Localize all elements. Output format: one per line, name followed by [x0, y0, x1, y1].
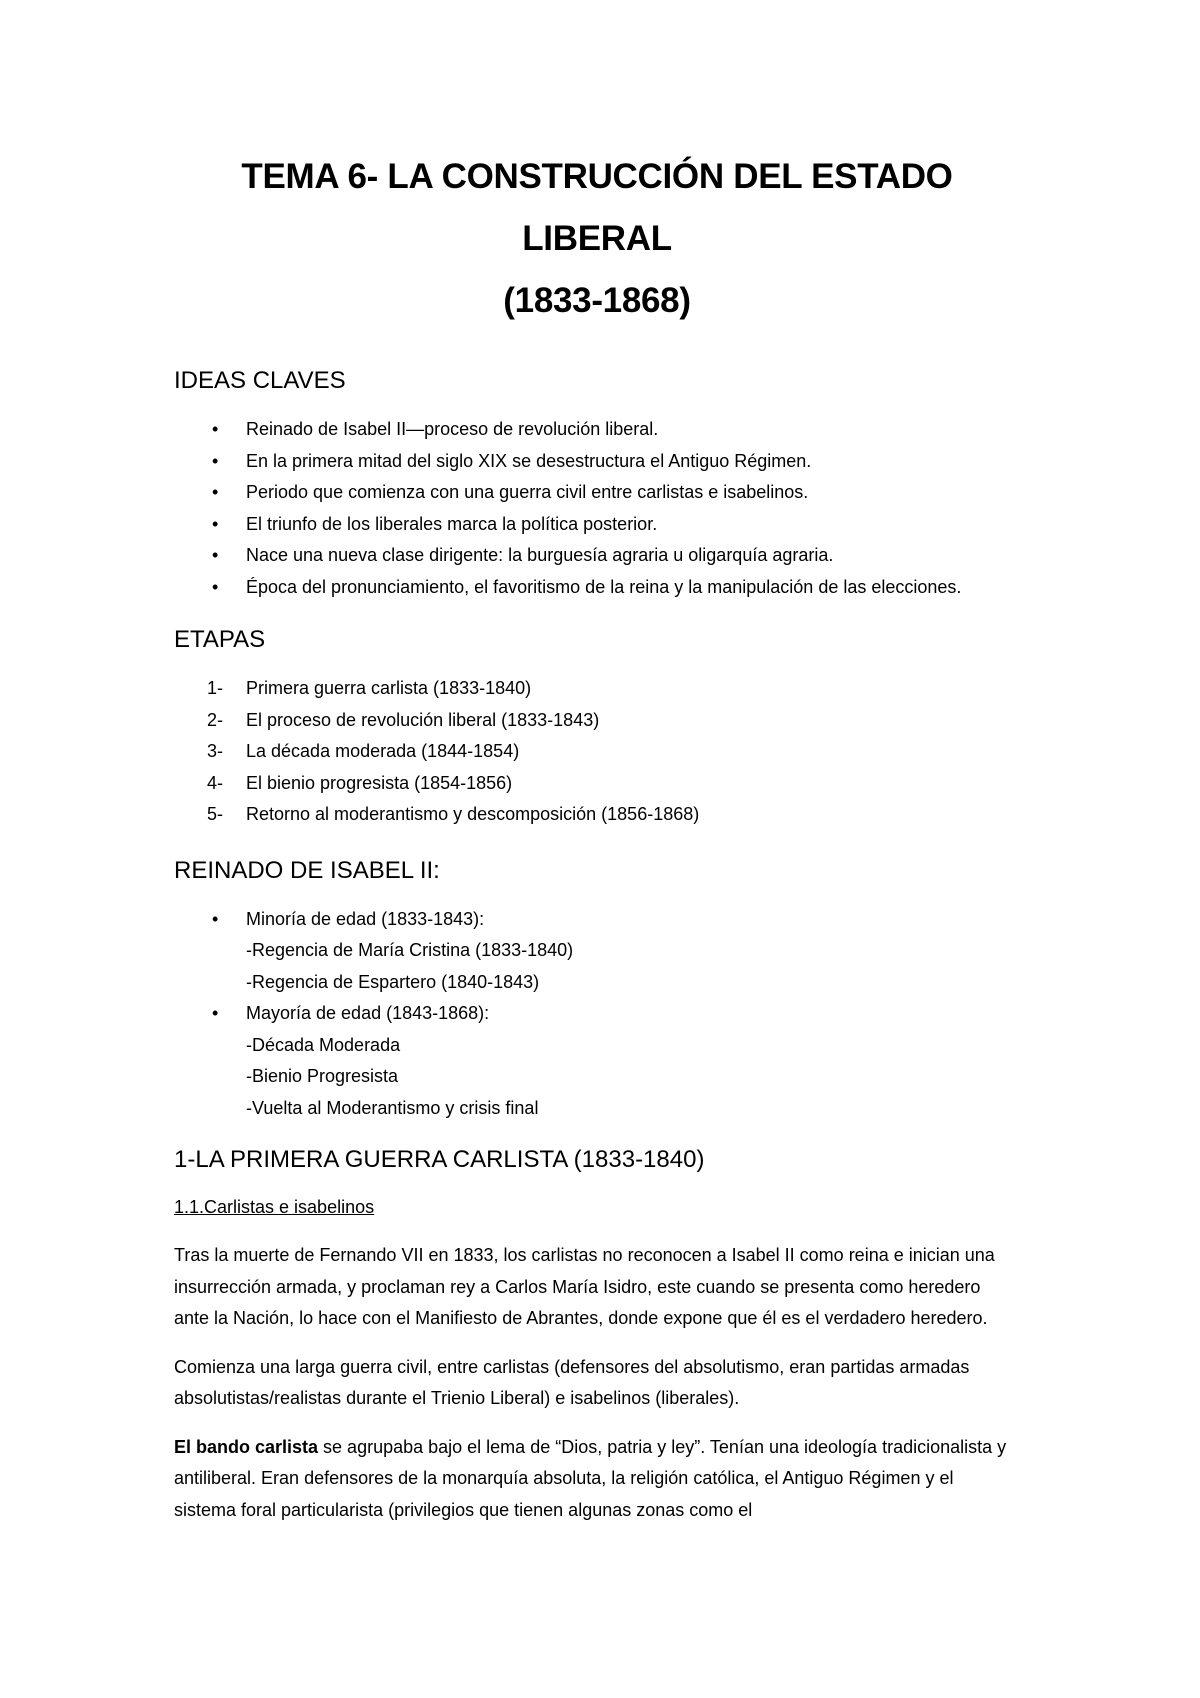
etapas-list	[174, 673, 1020, 831]
bullet-icon: •	[212, 482, 219, 502]
bullet-icon: •	[212, 576, 219, 597]
ideas-list	[174, 414, 1020, 603]
paragraph-1: Tras la muerte de Fernando VII en 1833, los carlistas no reconocen a Isabel II como reina e inician una insurrección armada, y proclaman rey a Carlos María Isidro, este cuando se presenta como heredero ante la Nación, lo hace con el Manifiesto de Abrantes, donde expone que él es el verdadero heredero.	[174, 1245, 995, 1328]
title-line-1: TEMA 6- LA CONSTRUCCIÓN DEL ESTADO LIBERAL	[241, 157, 953, 258]
title-line-2: (1833-1868)	[503, 281, 691, 320]
section-1-heading: 1-LA PRIMERA GUERRA CARLISTA (1833-1840)	[174, 1146, 705, 1173]
bullet-icon: •	[212, 450, 219, 471]
list-item: • Periodo que comienza con una guerra civil entre carlistas e isabelinos.	[174, 477, 1020, 509]
list-number: 5-	[207, 804, 224, 824]
reinado-heading: REINADO DE ISABEL II:	[174, 856, 440, 884]
ideas-heading: IDEAS CLAVES	[174, 367, 346, 394]
sub-item: -Regencia de María Cristina (1833-1840)	[246, 940, 574, 960]
list-item: 1- Primera guerra carlista (1833-1840)	[174, 673, 1020, 705]
bold-phrase: El bando carlista	[174, 1436, 319, 1457]
bullet-icon: •	[212, 908, 219, 929]
sub-item: -Regencia de Espartero (1840-1843)	[246, 971, 540, 992]
list-item: • Época del pronunciamiento, el favoritismo de la reina y la manipulación de las elecciones.	[174, 572, 1020, 604]
list-number: 1-	[207, 678, 224, 698]
section-1-1-heading: 1.1.Carlistas e isabelinos	[174, 1197, 375, 1217]
bullet-icon: •	[212, 513, 219, 534]
sub-item: -Vuelta al Moderantismo y crisis final	[246, 1097, 539, 1118]
list-item: • Mayoría de edad (1843-1868): -Década Moderada -Bienio Progresista -Vuelta al Moderantismo y crisis final	[174, 998, 1020, 1124]
list-number: 3-	[207, 741, 224, 761]
paragraph-3: El bando carlista se agrupaba bajo el lema de “Dios, patria y ley”. Tenían una ideología tradicionalista y antiliberal. Eran defensores de la monarquía absoluta, la religión católica, el Antiguo Régimen y el sistema foral particularista (privilegios que tienen algunas zonas como el	[174, 1436, 1007, 1520]
list-item: • El triunfo de los liberales marca la política posterior.	[174, 509, 1020, 541]
bullet-icon: •	[212, 545, 219, 565]
paragraph-2: Comienza una larga guerra civil, entre carlistas (defensores del absolutismo, eran partidas armadas absolutistas/realistas durante el Trienio Liberal) e isabelinos (liberales).	[174, 1356, 970, 1408]
etapas-heading: ETAPAS	[174, 626, 266, 653]
list-item: 3- La década moderada (1844-1854)	[174, 736, 1020, 768]
list-item: • En la primera mitad del siglo XIX se desestructura el Antiguo Régimen.	[174, 446, 1020, 478]
reinado-list	[174, 904, 1020, 1125]
document-title	[174, 146, 1020, 332]
list-item: • Minoría de edad (1833-1843): -Regencia de María Cristina (1833-1840) -Regencia de Espartero (1840-1843)	[174, 904, 1020, 999]
list-item: 5- Retorno al moderantismo y descomposición (1856-1868)	[174, 799, 1020, 831]
list-item: • Nace una nueva clase dirigente: la burguesía agraria u oligarquía agraria.	[174, 540, 1020, 572]
sub-item: -Bienio Progresista	[246, 1066, 399, 1086]
list-number: 2-	[207, 709, 224, 730]
list-number: 4-	[207, 772, 224, 793]
list-item: 4- El bienio progresista (1854-1856)	[174, 768, 1020, 800]
list-item: 2- El proceso de revolución liberal (1833-1843)	[174, 705, 1020, 737]
list-item: • Reinado de Isabel II—proceso de revolución liberal.	[174, 414, 1020, 446]
bullet-icon: •	[212, 419, 219, 439]
sub-item: -Década Moderada	[246, 1034, 401, 1055]
bullet-icon: •	[212, 1003, 219, 1023]
